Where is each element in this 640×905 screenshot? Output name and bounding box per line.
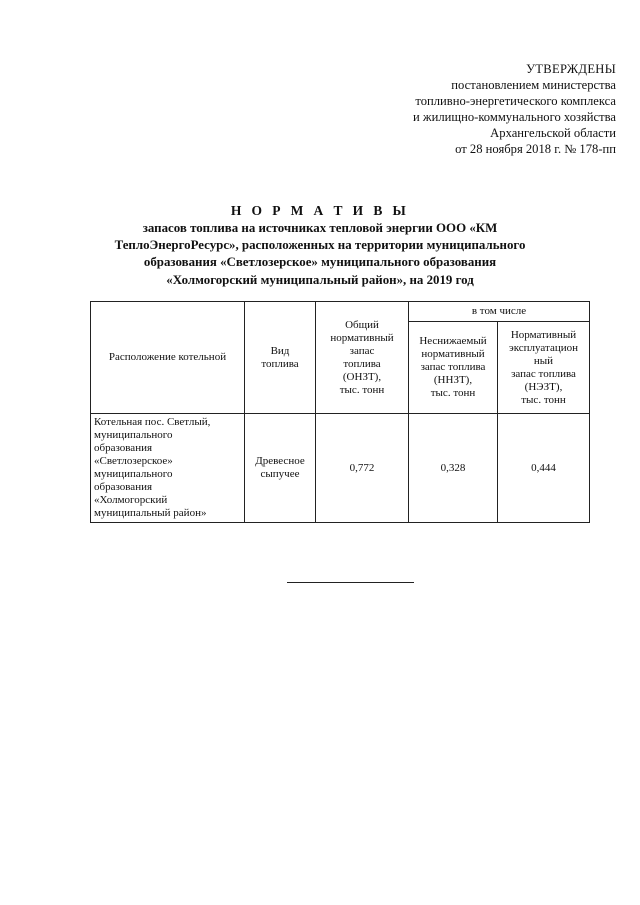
table-row — [91, 414, 590, 523]
cell-location: Котельная пос. Светлый, муниципального образования «Светлозерское» муниципального образования «Холмогорский муниципальный район» — [91, 414, 245, 523]
subtitle-line: ТеплоЭнергоРесурс», расположенных на территории муниципального — [114, 238, 526, 253]
cell-fuel-type: Древесное сыпучее — [245, 414, 316, 523]
header-nnzt: Неснижаемый нормативный запас топлива (ННЗТ), тыс. тонн — [409, 322, 498, 414]
approval-line: от 28 ноября 2018 г. № 178-пп — [455, 141, 616, 156]
subtitle-line: образования «Светлозерское» муниципального образования — [143, 255, 497, 270]
signature-rule — [287, 582, 414, 583]
header-location: Расположение котельной — [91, 302, 245, 414]
document-heading — [60, 202, 580, 289]
document-title: Н О Р М А Т И В Ы — [230, 203, 410, 218]
approval-line: и жилищно-коммунального хозяйства — [413, 109, 616, 124]
cell-total-onzt: 0,772 — [316, 414, 409, 523]
approval-line: Архангельской области — [490, 125, 616, 140]
cell-nezt: 0,444 — [498, 414, 590, 523]
approval-block — [300, 62, 616, 157]
approval-line: топливно-энергетического комплекса — [415, 93, 616, 108]
approval-line: постановлением министерства — [451, 77, 616, 92]
header-fuel-type: Вид топлива — [245, 302, 316, 414]
header-total-onzt: Общий нормативный запас топлива (ОНЗТ), тыс. тонн — [316, 302, 409, 414]
header-nezt: Нормативный эксплуатацион ный запас топлива (НЭЗТ), тыс. тонн — [498, 322, 590, 414]
approval-title: УТВЕРЖДЕНЫ — [526, 62, 616, 76]
norms-table — [90, 301, 590, 523]
cell-nnzt: 0,328 — [409, 414, 498, 523]
subtitle-line: «Холмогорский муниципальный район», на 2019 год — [166, 272, 474, 287]
header-including: в том числе — [409, 302, 590, 322]
subtitle-line: запасов топлива на источниках тепловой энергии ООО «КМ — [142, 221, 498, 235]
document-subtitle — [60, 220, 580, 289]
